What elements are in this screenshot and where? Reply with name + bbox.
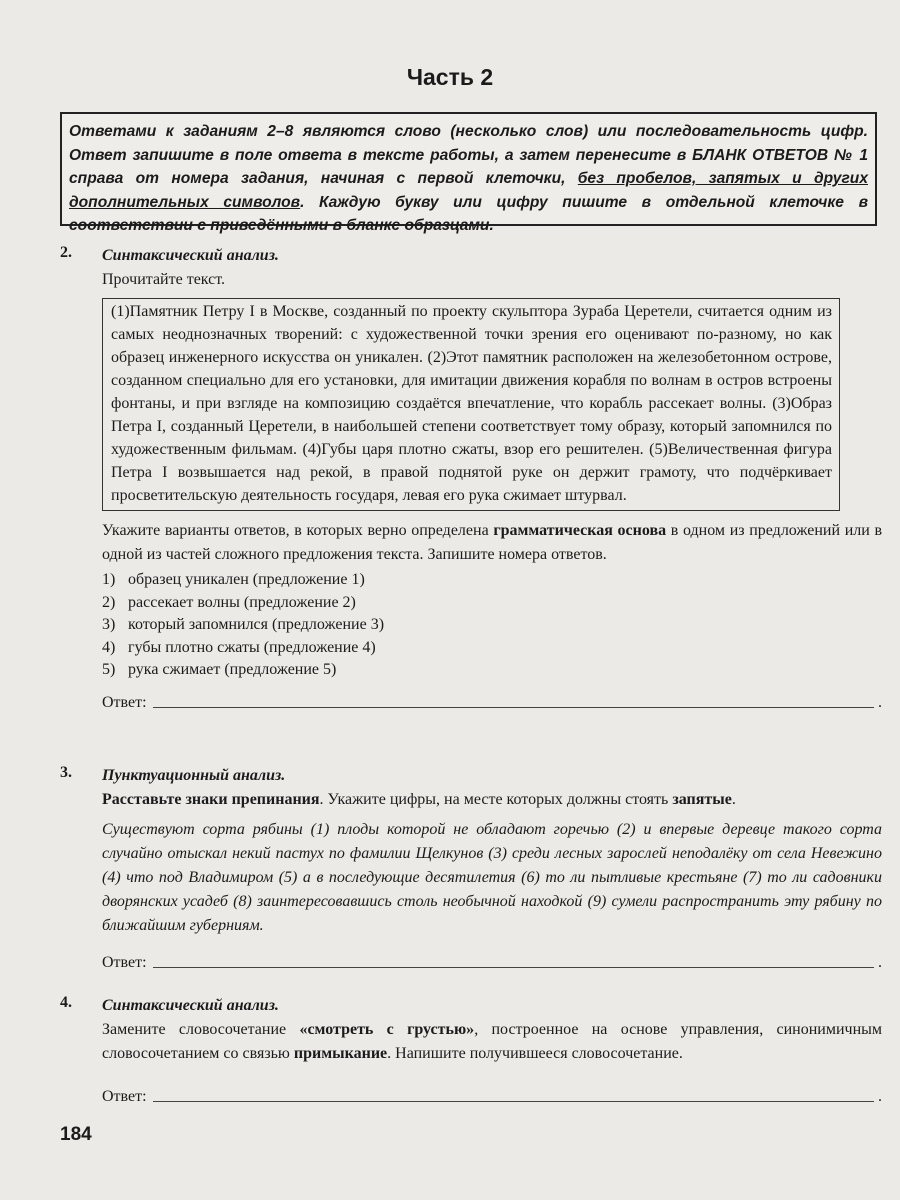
answer-input-line[interactable]	[153, 966, 874, 968]
task-number: 3.	[60, 764, 72, 781]
option-number: 2)	[102, 593, 116, 611]
task-sentence: Существуют сорта рябины (1) плоды которой не обладают горечью (2) и впервые деревце такого сорта случайно отыскал некий пастух по фамилии Щелкунов (3) среди лесных зарослей неподалёку от села Невежино (4) что под Владимиром (5) а в последующие десятилетия (6) то ли пытливые крестьяне (7) то ли садовники дворянских усадеб (8) заинтересовавшись столь необычной находкой (9) сумели распространить эту рябину по ближайшим губерниям.	[102, 821, 882, 934]
question-bold: Расставьте знаки препинания	[102, 791, 320, 808]
question-text-end: в одном из предложений или в одной из частей сложного предложения текста. Запишите номера ответов.	[102, 522, 883, 563]
option-text: который запомнился (предложение 3)	[128, 616, 385, 633]
task-question	[102, 788, 882, 812]
task-prompt: Прочитайте текст.	[102, 271, 226, 288]
task-question	[102, 519, 882, 567]
task-4	[60, 994, 882, 1106]
answer-row: Ответ: .	[102, 1088, 882, 1105]
question-end: .	[731, 791, 736, 808]
question-text-2: , построенное на основе управления, синонимичным словосочетанием со связью	[102, 1021, 883, 1062]
option-number: 4)	[102, 638, 116, 656]
option-text: образец уникален (предложение 1)	[128, 571, 365, 588]
answer-input-line[interactable]	[153, 1100, 874, 1102]
option-text: рука сжимает (предложение 5)	[128, 661, 337, 678]
task-2	[60, 244, 882, 712]
question-text: Укажите варианты ответов, в которых верно определена	[102, 522, 494, 539]
option-item	[102, 614, 882, 637]
option-text: рассекает волны (предложение 2)	[128, 593, 356, 611]
answer-input-line[interactable]	[153, 706, 874, 708]
option-item	[102, 592, 882, 615]
question-bold: «смотреть с грустью»	[299, 1021, 475, 1038]
answer-label: Ответ:	[102, 1088, 147, 1105]
option-number: 5)	[102, 661, 116, 678]
question-text-3: . Напишите получившееся словосочетание.	[387, 1045, 683, 1062]
answer-options	[102, 569, 882, 682]
task-3	[60, 764, 882, 972]
task-number: 4.	[60, 994, 72, 1011]
instructions-box	[60, 112, 877, 234]
task-question	[102, 1018, 882, 1066]
instructions-underlined: без пробелов, запятых и других дополнительных символов	[69, 170, 868, 211]
task-heading: Пунктуационный анализ.	[102, 767, 286, 784]
answer-label: Ответ:	[102, 954, 147, 971]
page-number: 184	[60, 1124, 92, 1145]
option-number: 1)	[102, 571, 116, 588]
section-title: Часть 2	[406, 64, 494, 90]
instructions-text-1: Ответами к заданиям 2–8 являются слово (несколько слов) или последовательность цифр. Ответ запишите в поле ответа в тексте работы, а затем перенесите в БЛАНК ОТВЕТОВ № 1 справа от номера задания, начиная с первой клеточки,	[69, 123, 868, 187]
reading-passage: (1)Памятник Петру I в Москве, созданный по проекту скульптора Зураба Церетели, считается одним из самых неоднозначных творений: с художественной точки зрения его оценивают по-разному, но как образец инженерного искусства он уникален. (2)Этот памятник расположен на железобетонном острове, созданном специально для его установки, для имитации движения корабля по волнам в остров встроены фонтаны, и при взгляде на композицию создаётся впечатление, что корабль рассекает волны. (3)Образ Петра I, созданный Церетели, в наибольшей степени соответствует тому образу, который запомнился по художественным фильмам. (4)Губы царя плотно сжаты, взор его решителен. (5)Величественная фигура Петра I возвышается над рекой, в правой поднятой руке он держит грамоту, что подчёркивает просветительскую деятельность государя, левая его рука сжимает штурвал.	[102, 298, 840, 511]
task-number: 2.	[60, 244, 72, 261]
question-bold: грамматическая основа	[493, 522, 667, 539]
option-text: губы плотно сжаты (предложение 4)	[128, 638, 376, 656]
option-item	[102, 659, 882, 682]
question-bold-2: примыкание	[293, 1045, 388, 1062]
question-text: Замените словосочетание	[102, 1021, 300, 1038]
answer-label: Ответ:	[102, 693, 147, 711]
instructions-text-2: . Каждую букву или цифру пишите в отдельной клеточке в соответствии с приведёнными в бланке образцами.	[69, 193, 868, 234]
answer-row: Ответ: .	[102, 693, 882, 711]
question-text: . Укажите цифры, на месте которых должны стоять	[319, 791, 673, 808]
option-item	[102, 569, 882, 592]
answer-row: Ответ: .	[102, 954, 882, 971]
option-number: 3)	[102, 616, 116, 633]
task-heading: Синтаксический анализ.	[102, 247, 279, 264]
option-item	[102, 637, 882, 660]
question-bold-2: запятые	[672, 791, 732, 808]
task-heading: Синтаксический анализ.	[102, 997, 279, 1014]
